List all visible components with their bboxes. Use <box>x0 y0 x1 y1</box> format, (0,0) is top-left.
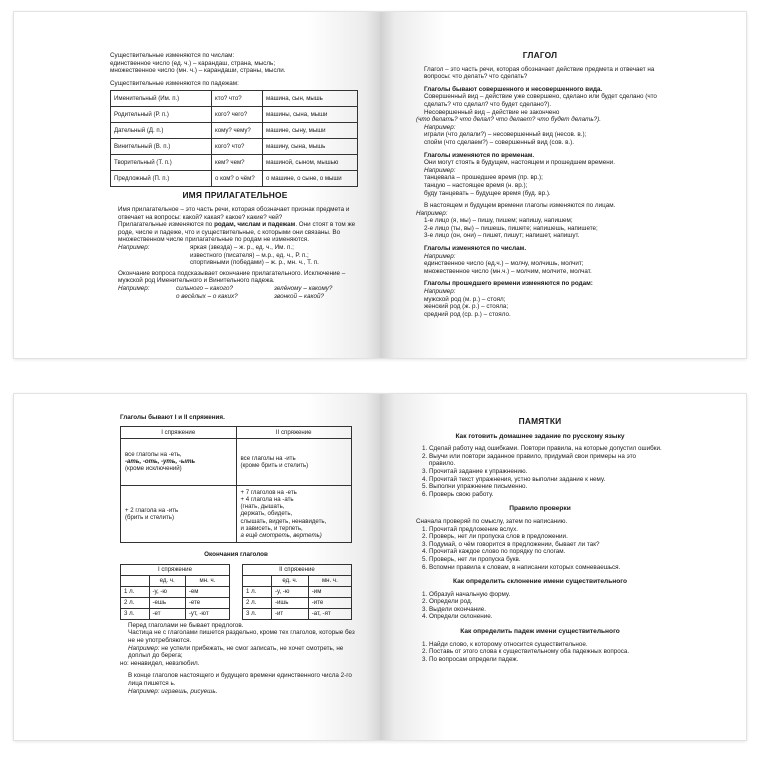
homework-title: Как готовить домашнее задание по русскому языку <box>455 432 625 440</box>
adjective-ending-example: зелёному – какому? <box>274 284 333 292</box>
list-item: 1. Образуй начальную форму. <box>429 591 664 599</box>
table-row <box>121 564 230 575</box>
adjective-example: известного (писателя) – м.р., ед. ч., Р. п.; <box>190 251 309 259</box>
adjective-examples <box>110 244 360 267</box>
example-label: Например: <box>424 288 456 296</box>
check-rule-title: Правило проверки <box>509 505 571 513</box>
page-reminders-content <box>416 414 664 663</box>
noun-cases-intro: Существительные изменяются по падежам: <box>110 79 239 87</box>
list-item: 4. Прочитай каждое слово по порядку по слогам. <box>429 548 664 556</box>
endings-cell: -у, -ю <box>271 586 308 597</box>
list-item: 6. Проверь свою работу. <box>429 491 664 499</box>
page-conjugation <box>14 394 380 740</box>
table-row <box>111 155 358 171</box>
endings-cell: 1 л. <box>121 586 150 597</box>
case-question: кто? что? <box>212 91 263 107</box>
conjugation-line: + 2 глагола на -ить <box>125 506 179 514</box>
page-verb-content <box>416 52 664 318</box>
person-example: 1-е лицо (я, мы) – пишу, пишем; напишу, напишем; <box>424 217 573 225</box>
case-example: машины, сына, мыши <box>263 107 358 123</box>
page-reminders <box>380 394 746 740</box>
case-name: Именительный (Им. п.) <box>111 91 212 107</box>
verb-title: ГЛАГОЛ <box>522 50 558 60</box>
case-name: Предложный (П. п.) <box>111 171 212 187</box>
adjective-example: яркая (звезда) – ж. р., ед. ч., Им. п.; <box>190 243 294 251</box>
endings-cell: -ете <box>185 597 229 608</box>
list-item: 1. Сделай работу над ошибками. Повтори правила, на которые допустил ошибки. <box>429 445 664 453</box>
soft-sign-example: играешь, рисуешь. <box>161 687 218 695</box>
perfective-text: Совершенный вид – действие уже совершено, сделано или будет сделано (что сделать? что сделал? что будет сделано?). <box>424 93 657 108</box>
table-row <box>121 485 352 542</box>
page-nouns-content <box>110 52 360 300</box>
number-example: единственное число (ед.ч.) – молчу, молчишь, молчит; <box>424 260 584 268</box>
case-name: Винительный (В. п.) <box>111 139 212 155</box>
case-question: о ком? о чём? <box>212 171 263 187</box>
conjugation-line: (кроме исключений) <box>125 465 182 473</box>
example-label: Например: <box>424 252 456 260</box>
conjugation-line: (гнать, дышать, <box>240 503 285 511</box>
list-item: 6. Вспомни правила к словам, в написании которых сомневаешься. <box>429 564 664 572</box>
endings-cell: -у, -ю <box>149 586 185 597</box>
conjugation-line: + 4 глагола на -ать <box>240 496 294 503</box>
endings-col <box>243 575 272 586</box>
list-item: 2. Поставь от этого слова к существительному оба падежных вопроса. <box>429 648 664 656</box>
case-title: Как определить падеж имени существительного <box>460 628 620 636</box>
page-nouns <box>14 12 380 358</box>
endings-col: ед. ч. <box>149 575 185 586</box>
adjective-rule-bold: родам, числам и падежам <box>214 221 296 229</box>
list-item: 2. Проверь, нет ли пропуска слов в предложении. <box>429 533 664 541</box>
list-item: 4. Определи склонение. <box>429 613 664 621</box>
adjective-ending-example: о весёлых – о каких? <box>176 292 238 300</box>
table-row <box>243 564 352 575</box>
bottom-spread <box>14 394 746 740</box>
endings-tables <box>120 564 360 622</box>
endings-cell: 3 л. <box>243 608 272 619</box>
noun-singular-line: единственное число (ед. ч.) – карандаш, страна, мысль; <box>110 59 276 67</box>
table-row <box>121 575 230 586</box>
case-question: кого? что? <box>212 139 263 155</box>
list-item: 5. Выполни упражнение письменно. <box>429 483 664 491</box>
list-item: 3. Прочитай задание к упражнению. <box>429 468 664 476</box>
imperfective-text: Несовершенный вид – действие не закончено <box>424 108 560 116</box>
tenses-heading: Глаголы изменяются по временам. <box>424 151 535 159</box>
table-row <box>121 597 230 608</box>
conjugation-line: (кроме брить и стелить) <box>240 461 309 469</box>
table-row <box>111 107 358 123</box>
table-row <box>111 123 358 139</box>
conjugation-col-1: I спряжение <box>121 426 237 438</box>
endings-cell: -ет <box>149 608 185 619</box>
ne-particle-rule: Частица не с глаголами пишется раздельно, кроме тех глаголов, которые без не не употребляются. <box>128 629 355 644</box>
table-row <box>243 575 352 586</box>
case-example: о машине, о сыне, о мыши <box>263 171 358 187</box>
endings-cell: -ат, -ят <box>308 608 351 619</box>
endings-cell: -ите <box>308 597 351 608</box>
table-row <box>121 608 230 619</box>
conjugation-cell <box>236 438 352 485</box>
list-item: 1. Прочитай предложение вслух. <box>429 526 664 534</box>
check-rule-intro: Сначала проверяй по смыслу, затем по написанию. <box>416 517 568 525</box>
declension-list <box>416 591 664 621</box>
ne-examples <box>120 645 360 660</box>
endings-cell: -ешь <box>149 597 185 608</box>
example-label: Например: <box>424 166 456 174</box>
page-verb <box>380 12 746 358</box>
conjugation-line: а ещё смотреть, вертеть) <box>240 532 322 540</box>
imperfective-questions: (что делать? что делал? что делает? что будет делать?). <box>416 116 601 124</box>
case-example: машиной, сыном, мышью <box>263 155 358 171</box>
adjective-ending-examples <box>110 285 360 300</box>
example-label: Например: <box>128 644 160 652</box>
case-name: Дательный (Д. п.) <box>111 123 212 139</box>
list-item: 3. Выдели окончание. <box>429 606 664 614</box>
tense-example: танцую – настоящее время (н. вр.); <box>424 181 528 189</box>
conjugation-line: (брить и стелить) <box>125 514 174 521</box>
ne-exception: но: ненавидел, невзлюбил. <box>120 659 200 667</box>
conjugation-line: + 7 глаголов на -еть <box>240 488 297 496</box>
list-item: 4. Прочитай текст упражнения, устно выполни задание к нему. <box>429 476 664 484</box>
list-item: 2. Определи род. <box>429 598 664 606</box>
soft-sign-rule: В конце глаголов настоящего и будущего времени единственного числа 2-го лица пишется ь. <box>128 672 352 687</box>
table-row <box>111 91 358 107</box>
number-example: множественное число (мн.ч.) – молчим, молчите, молчат. <box>424 267 592 275</box>
endings-caption: I спряжение <box>121 564 230 575</box>
table-row <box>121 438 352 485</box>
endings-cell: -ем <box>185 586 229 597</box>
list-item: 3. По вопросам определи падеж. <box>429 656 664 664</box>
table-row <box>243 586 352 597</box>
endings-cell: -ишь <box>271 597 308 608</box>
table-row <box>111 139 358 155</box>
person-example: 2-е лицо (ты, вы) – пишешь, пишете; напишешь, напишете; <box>424 224 598 232</box>
numbers-heading: Глаголы изменяются по числам. <box>424 245 527 253</box>
endings-col <box>121 575 150 586</box>
endings-table-2 <box>242 564 352 620</box>
endings-col: мн. ч. <box>308 575 351 586</box>
reminders-title: ПАМЯТКИ <box>518 416 562 426</box>
adjective-ending-example: звонкой – какой? <box>274 292 324 300</box>
adjective-definition: Имя прилагательное – это часть речи, которая обозначает признак предмета и отвечает на вопросы: какой? какая? какое? какие? чей? <box>118 205 350 221</box>
table-row <box>243 597 352 608</box>
gender-example: мужской род (м. р.) – стоял; <box>424 295 506 303</box>
adjective-example: спортивными (победами) – ж. р., мн. ч., Т. п. <box>190 259 319 267</box>
top-spread <box>14 12 746 358</box>
endings-col: мн. ч. <box>185 575 229 586</box>
conjugation-table <box>120 426 352 544</box>
list-item: 1. Найди слово, к которому относится существительное. <box>429 641 664 649</box>
case-example: машину, сына, мышь <box>263 139 358 155</box>
conjugation-line: и зависеть, и терпеть, <box>240 524 303 532</box>
conjugation-col-2: II спряжение <box>236 426 352 438</box>
example-label: Например: <box>416 209 448 217</box>
noun-plural-line: множественное число (мн. ч.) – карандаши, страны, мысли. <box>110 67 286 75</box>
case-name: Родительный (Р. п.) <box>111 107 212 123</box>
conjugation-line: все глаголы на -ить <box>240 454 296 462</box>
conjugation-cell <box>121 438 237 485</box>
example-label: Например: <box>424 123 456 131</box>
endings-table-1 <box>120 564 230 620</box>
list-item: 5. Проверь, нет ли пропуска букв. <box>429 556 664 564</box>
adjective-ending-example: сильного – какого? <box>176 284 234 292</box>
verb-definition: Глагол – это часть речи, которая обозначает действие предмета и отвечает на вопросы: что делать? что сделать? <box>424 65 655 81</box>
endings-cell: -им <box>308 586 351 597</box>
example-label: Например: <box>128 687 160 695</box>
gender-example: женский род (ж. р.) – стояла; <box>424 303 509 311</box>
persons-heading: В настоящем и будущем времени глаголы изменяются по лицам. <box>424 202 616 210</box>
case-example: машине, сыну, мыши <box>263 123 358 139</box>
endings-cell: 2 л. <box>121 597 150 608</box>
conjugation-line: держать, обидеть, <box>240 510 293 518</box>
endings-cell: -ут, -ют <box>185 608 229 619</box>
case-question: кого? чего? <box>212 107 263 123</box>
ne-example: не успели прибежать, не смог записать, не хочет смотреть, не доплыл до берега; <box>128 644 344 660</box>
endings-cell: -ит <box>271 608 308 619</box>
gender-heading: Глаголы прошедшего времени изменяются по родам: <box>424 280 593 288</box>
case-list <box>416 641 664 664</box>
table-row <box>121 426 352 438</box>
conjugation-cell <box>121 485 237 542</box>
list-item: 2. Выучи или повтори заданное правило, придумай свои примеры на это правило. <box>429 453 664 468</box>
endings-col: ед. ч. <box>271 575 308 586</box>
table-row <box>243 608 352 619</box>
no-prepositions-rule: Перед глаголами не бывает предлогов. <box>128 621 244 629</box>
example-label: Например: <box>118 284 150 292</box>
conjugation-line: все глаголы на -еть, <box>125 450 182 458</box>
tenses-text: Они могут стоять в будущем, настоящем и прошедшем времени. <box>424 159 615 167</box>
table-row <box>121 586 230 597</box>
tense-example: буду танцевать – будущее время (буд. вр.). <box>424 189 551 197</box>
endings-caption: II спряжение <box>243 564 352 575</box>
case-question: кому? чему? <box>212 123 263 139</box>
endings-cell: 2 л. <box>243 597 272 608</box>
table-row <box>111 171 358 187</box>
aspect-example: спойм (что сделаем?) – совершенный вид (сов. в.). <box>424 138 575 146</box>
conjugation-cell <box>236 485 352 542</box>
adjective-rule <box>110 221 360 244</box>
page-conjugation-content <box>120 414 360 695</box>
case-example: машина, сын, мышь <box>263 91 358 107</box>
endings-cell: 3 л. <box>121 608 150 619</box>
adjective-rule-end: . Они стоят в том же роде, числе и падеже, что и существительные, с которыми они связаны. Во множественном числе прилагательные по родам не изменяются. <box>118 221 356 244</box>
conjugation-line: слышать, видеть, ненавидеть, <box>240 517 327 525</box>
adjective-ending-rule: Окончание вопроса подсказывает окончание прилагательного. Исключение – мужской род Именительного и Винительного падежа. <box>118 269 346 285</box>
gender-example: средний род (ср. р.) – стояло. <box>424 310 511 318</box>
check-rule-list <box>416 526 664 572</box>
conjugation-heading: Глаголы бывают I и II спряжения. <box>120 414 225 421</box>
tense-example: танцевала – прошедшее время (пр. вр.); <box>424 174 543 182</box>
case-name: Творительный (Т. п.) <box>111 155 212 171</box>
noun-numbers-intro: Существительные изменяются по числам: <box>110 52 235 59</box>
person-example: 3-е лицо (он, они) – пишет, пишут; напишет, напишут. <box>424 232 580 240</box>
case-question: кем? чем? <box>212 155 263 171</box>
conjugation-line: -ать, -оть, -уть, -ыть <box>125 458 196 466</box>
example-label: Например: <box>118 243 150 251</box>
aspect-example: играли (что делали?) – несовершенный вид (несов. в.); <box>424 131 587 139</box>
list-item: 3. Подумай, о чём говорится в предложении, бывает ли так? <box>429 541 664 549</box>
soft-sign-examples <box>120 688 360 696</box>
homework-list <box>416 445 664 498</box>
endings-title: Окончания глаголов <box>204 551 268 559</box>
adjective-title: ИМЯ ПРИЛАГАТЕЛЬНОЕ <box>182 190 288 201</box>
declension-title: Как определить склонение имени существительного <box>453 578 627 586</box>
adjective-rule-start: Прилагательные изменяются по <box>118 221 215 229</box>
cases-table <box>110 90 358 187</box>
endings-cell: 1 л. <box>243 586 272 597</box>
aspects-heading: Глаголы бывают совершенного и несовершенного вида. <box>424 85 603 93</box>
